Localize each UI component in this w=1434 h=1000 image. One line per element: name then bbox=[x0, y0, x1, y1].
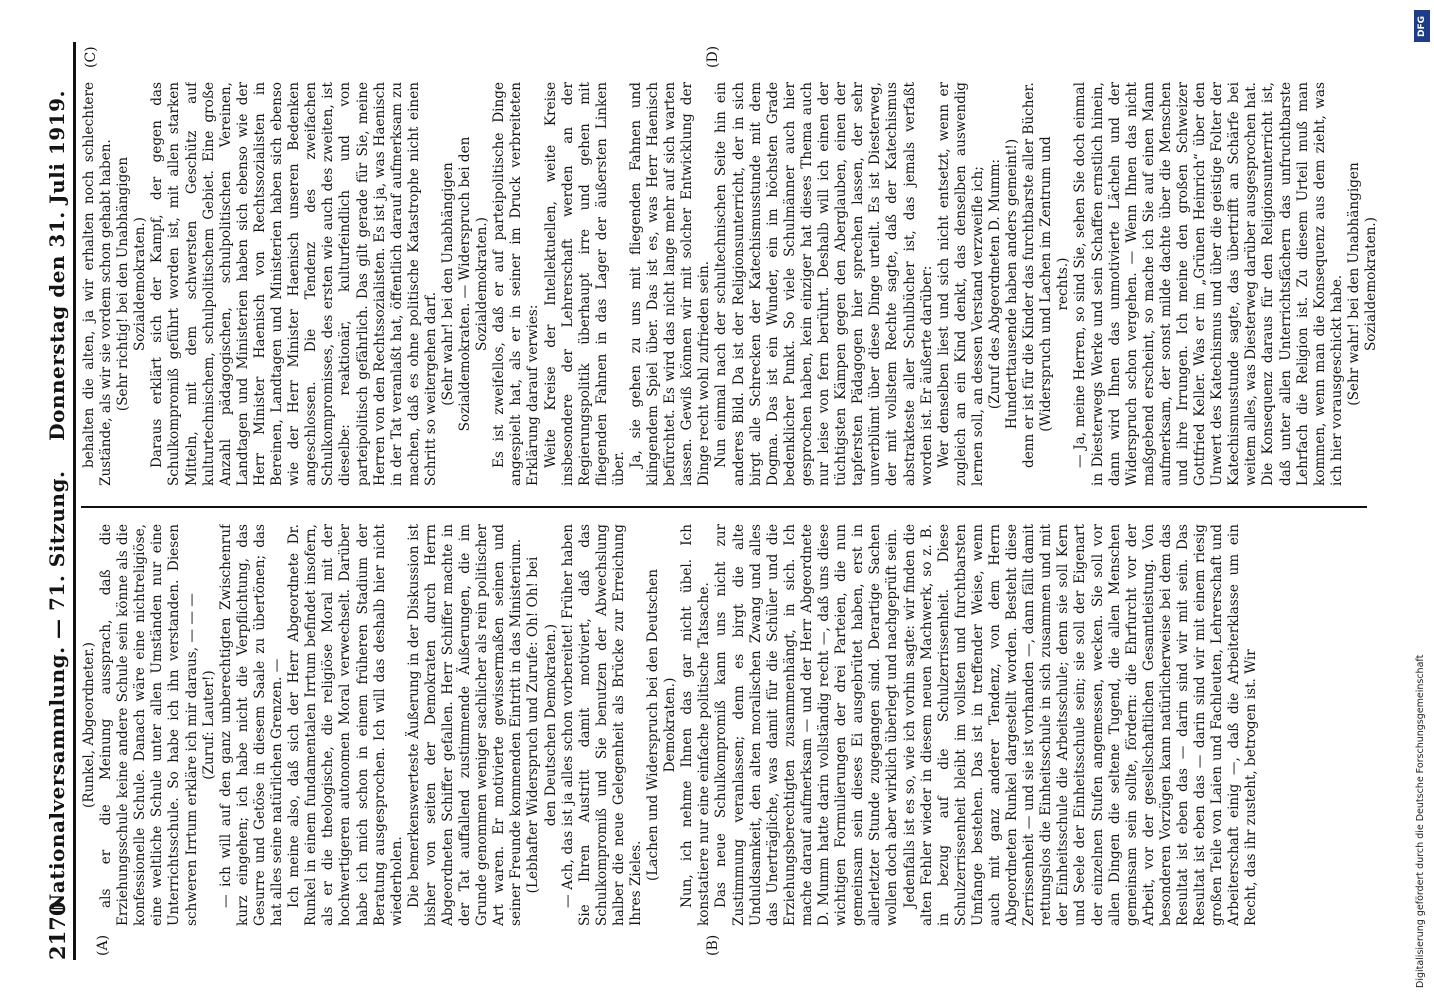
paragraph: denn er ist für die Kinder das furchtbarste aller Bücher. bbox=[1021, 82, 1038, 468]
page-header bbox=[41, 42, 76, 960]
paragraph: (Lebhafter Widerspruch und Zurufe: Oh! Oh! bei den Deutschen Demokraten.) bbox=[525, 556, 559, 894]
paragraph: (Lachen und Widerspruch bei den Deutschen Demokraten.) bbox=[645, 569, 679, 881]
paragraph: (Sehr wahr! bei den Unabhängigen Sozialdemokraten. — Widerspruch bei den Sozialdemokraten.) bbox=[439, 136, 491, 432]
paragraph: Nun, ich nehme Ihnen das gar nicht übel. Ich konstatiere nur eine einfache politische Tatsache. bbox=[679, 524, 713, 926]
paragraph: Ich meine also, daß sich der Herr Abgeordnete Dr. Runkel in einem fundamentalen Irrtum befindet insofern, als er die theologische, die religiöse Moral mit der hochwertigeren autonomen Moral verwechselt. Darüber habe ich mich schon in einem früheren Stadium der Beratung ausgesprochen. Ich will das deshalb hier nicht wiederholen. bbox=[286, 524, 405, 926]
page-number: 2170 bbox=[45, 901, 70, 960]
session-date: Donnerstag den 31. Juli 1919. bbox=[45, 90, 69, 441]
paragraph: Das neue Schulkompromiß kann uns nicht zur Zustimmung veranlassen; denn es birgt die alte Unduldsamkeit, den alten moralischen Zwang und alles das Unerträgliche, was damit für die Schüler und die Erziehungsberechtigten zusammenhängt, in sich. Ich mache darauf aufmerksam — und der Herr Abgeordnete D. Mumm hatte darin vollständig recht —, daß uns diese wichtigen Formulierungen der drei Parteien, die nun gemeinsam sein dieses Ei ausgebrütet haben, erst in allerletzter Stunde zugegangen sind. Derartige Sachen wollen doch aber wirklich überlegt und nachgeprüft sein. bbox=[713, 524, 901, 926]
paragraph: Daraus erklärt sich der Kampf, der gegen das Schulkompromiß geführt worden ist, mit allen starken Mitteln, mit dem schwersten Geschütz auf kulturtechnischem, schulpolitischem Gebiet. Eine große Anzahl pädagogischen, schulpolitischen Vereinen, Landtagen und Ministerien haben sich ebenso wie der Herr Minister Haenisch von Rechtssozialisten in Bereinen, Landtagen und Ministerien haben sich ebenso wie der Herr Minister Haenisch unseren Bedenken angeschlossen. Die Tendenz des zweifachen Schulkompromisses, des ersten wie auch des zweiten, ist dieselbe: reaktionär, kulturfeindlich und von parteipolitisch gefährlich. Das gilt gerade für Sie, meine Herren von den Rechtssozialisten. Es ist ja, was Haenisch in der Tat veranlaßt hat, öffentlich darauf aufmerksam zu machen, daß es ohne politische Katastrophe nicht einen Schritt so weitergehen darf. bbox=[149, 82, 439, 486]
paragraph: (Sehr richtig! bei den Unabhängigen Sozialdemokraten.) bbox=[115, 156, 149, 412]
paragraph: Nun einmal nach der schultechnischen Seite hin ein anderes Bild. Da ist der Religionsunterricht, der in sich birgt alle Schrecken der Katechismusstunde mit dem Dogma. Das ist ein Wunder, ein im höchsten Grade bedenklicher Punkt. So viele Schulmänner auch hier gesprochen haben, kein einziger hat dieses Thema auch nur leise von fern berührt. Deshalb will ich einen der tüchtigsten Kämpen gegen den Aberglauben, einen der tapfersten Pädagogen hier sprechen lassen, der sehr unverblümt über diese Dinge urteilt. Es ist Diesterweg, der mit vollstem Rechte sagte, daß der Katechismus abstrakteste aller Schulbücher ist, das jemals verfaßt worden ist. Er äußerte darüber: bbox=[713, 82, 935, 486]
paragraph: (Sehr wahr! bei den Unabhängigen Sozialdemokraten.) bbox=[1345, 162, 1380, 406]
margin-marker-b: (B) bbox=[705, 934, 721, 956]
paragraph: Ja, sie gehen zu uns mit fliegenden Fahnen und klingendem Spiel über. Das ist es, was Herr Haenisch befürchtet. Es wird das nicht lange mehr auf sich warten lassen. Gewiß können wir mit solcher Entwicklung der Dinge recht wohl zufrieden sein. bbox=[628, 82, 713, 486]
paragraph: Es ist zweifellos, daß er auf parteipolitische Dinge angespielt hat, als er in seiner im Druck verbreiteten Erklärung darauf verwies: bbox=[491, 82, 542, 486]
paragraph: (Zuruf des Abgeordneten D. Mumm: Hunderttausende haben anders gemeint!) bbox=[986, 138, 1021, 430]
left-text-column bbox=[81, 524, 1389, 926]
paragraph: behalten die alten, ja wir erhalten noch schlechtere Zustände, als wir sie vordem schon gehabt haben. bbox=[81, 82, 115, 486]
paragraph: Jedenfalls ist es so, wie ich vorhin sagte: wir finden die alten Fehler wieder in diesem neuen Machwerk, so z. B. in bezug auf die Schulzerrissenheit. Diese Schulzerrissenheit bleibt im vollsten und furchtbarsten Umfange bestehen. Das ist in treffender Weise, wenn auch mit ganz anderer Tendenz, von dem Herrn Abgeordneten Runkel dargestellt worden. Besteht diese Zerrissenheit — und sie ist vorhanden —, dann fällt damit rettungslos die Einheitsschule in sich zusammen und mit der Einheitsschule die Arbeitsschule; denn sie soll Kern und Seele der Einheitsschule sein; sie soll der Eigenart der einzelnen Stufen angemessen, wecken. Sie soll vor allen Dingen die seltene Tugend, die allen Menschen gemeinsam sein sollte, fördern: die Ehrfurcht vor der Arbeit, vor der gesellschaftlichen Gesamtleistung. Von besonderen Vorzügen kann natürlicherweise bei dem das Resultat ist eben das — darin sind wir mit sein. Das Resultat ist eben das — darin sind wir mit einem riesig großen Teile von Laien und Fachleuten, Lehrerschaft und Arbeiterschaft einig —, daß die Arbeiterklasse um ein Recht, das ihr zusteht, betrogen ist. Wir bbox=[901, 524, 1260, 926]
assembly-title: Nationalversammlung. — 71. Sitzung. bbox=[45, 470, 69, 912]
paragraph: Wer denselben liest und sich nicht entsetzt, wenn er zugleich an ein Kind denkt, das denselben auswendig lernen soll, an dessen Verstand verzweifle ich; bbox=[935, 82, 986, 486]
paragraph: Die bemerkenswerteste Äußerung in der Diskussion ist bisher von seiten der Demokraten durch Herrn Abgeordneten Schiffer gefallen. Herr Schiffer machte in der Tat auffallend zustimmende Äußerungen, die im Grunde genommen weniger sachlicher als rein politischer Art waren. Er motivierte gewissermaßen seinen und seiner Freunde kommenden Eintritt in das Ministerium. bbox=[405, 524, 525, 926]
margin-marker-c: (C) bbox=[83, 46, 99, 68]
paragraph: (Widerspruch und Lachen im Zentrum und rechts.) bbox=[1038, 136, 1072, 432]
paragraph: (Runkel, Abgeordneter.) bbox=[81, 642, 97, 808]
paragraph: als er die Meinung aussprach, daß die Erziehungsschule keine andere Schule sein könne als die konfessionelle Schule. Danach wäre eine nichtreligiöse, eine weltliche Schule unter allen Umständen nur eine Unterrichtsschule. So habe ich ihn verstanden. Diesen schweren Irrtum erkläre ich mir daraus, — — — bbox=[98, 524, 200, 926]
column-divider bbox=[81, 506, 1367, 508]
paragraph: (Zuruf: Lauter!) bbox=[200, 670, 217, 780]
margin-marker-a: (A) bbox=[95, 934, 111, 956]
dfg-logo-icon: DFG bbox=[1414, 10, 1430, 42]
digitization-note: Digitalisierung gefördert durch die Deutsche Forschungsgemeinschaft bbox=[1415, 654, 1426, 988]
margin-marker-d: (D) bbox=[705, 45, 721, 68]
paragraph: — Ja, meine Herren, so sind Sie, sehen Sie doch einmal in Diesterwegs Werke und sein Schaffen ernstlich hinein, dann wird Ihnen das unmotivierte Lächeln und der Widerspruch schon vergehen. — Wenn Ihnen das nicht maßgebend erscheint, so mache ich Sie auf einen Mann aufmerksam, der sonst milde dachte über die Menschen und ihre Irrungen. Ich meine den großen Schweizer Gottfried Keller. Was er im „Grünen Heinrich“ über den Unwert des Katechismus und über die geistige Folter der Katechismusstunde sagte, das übertrifft an Schärfe bei weitem alles, was Diesterweg darüber ausgesprochen hat. Die Konsequenz daraus für den Religionsunterricht ist, daß unter allen Unterrichtsfächern das unfruchtbarste Lehrfach die Religion ist. Zu diesem Urteil muß man kommen, wenn man die Konsequenz aus dem zieht, was ich hier vorausgeschickt habe. bbox=[1072, 82, 1345, 486]
running-title bbox=[45, 42, 69, 960]
digitization-sidebar bbox=[1412, 8, 1432, 992]
paragraph: Weite Kreise der Intellektuellen, weite Kreise insbesondere der Lehrerschaft werden an der Regierungspolitik überhaupt irre und gehen mit fliegenden Fahnen in das Lager der äußersten Linken über. bbox=[542, 82, 627, 486]
paragraph: — Ach, das ist ja alles schon vorbereitet! Früher haben Sie Ihren Austritt damit motiviert, daß das Schulkompromiß und Sie benutzen der Abwechslung halber die neue Gelegenheit als Brücke zur Erreichung Ihres Zieles. bbox=[559, 524, 644, 926]
paragraph: — ich will auf den ganz unberechtigten Zwischenruf kurz eingehen; ich habe nicht die Verpflichtung, das Gesurre und Getöse in diesem Saale zu übertönen; das hat alles seine natürlichen Grenzen. — bbox=[217, 524, 286, 926]
document-page bbox=[37, 30, 1397, 970]
right-text-column bbox=[81, 82, 1389, 486]
